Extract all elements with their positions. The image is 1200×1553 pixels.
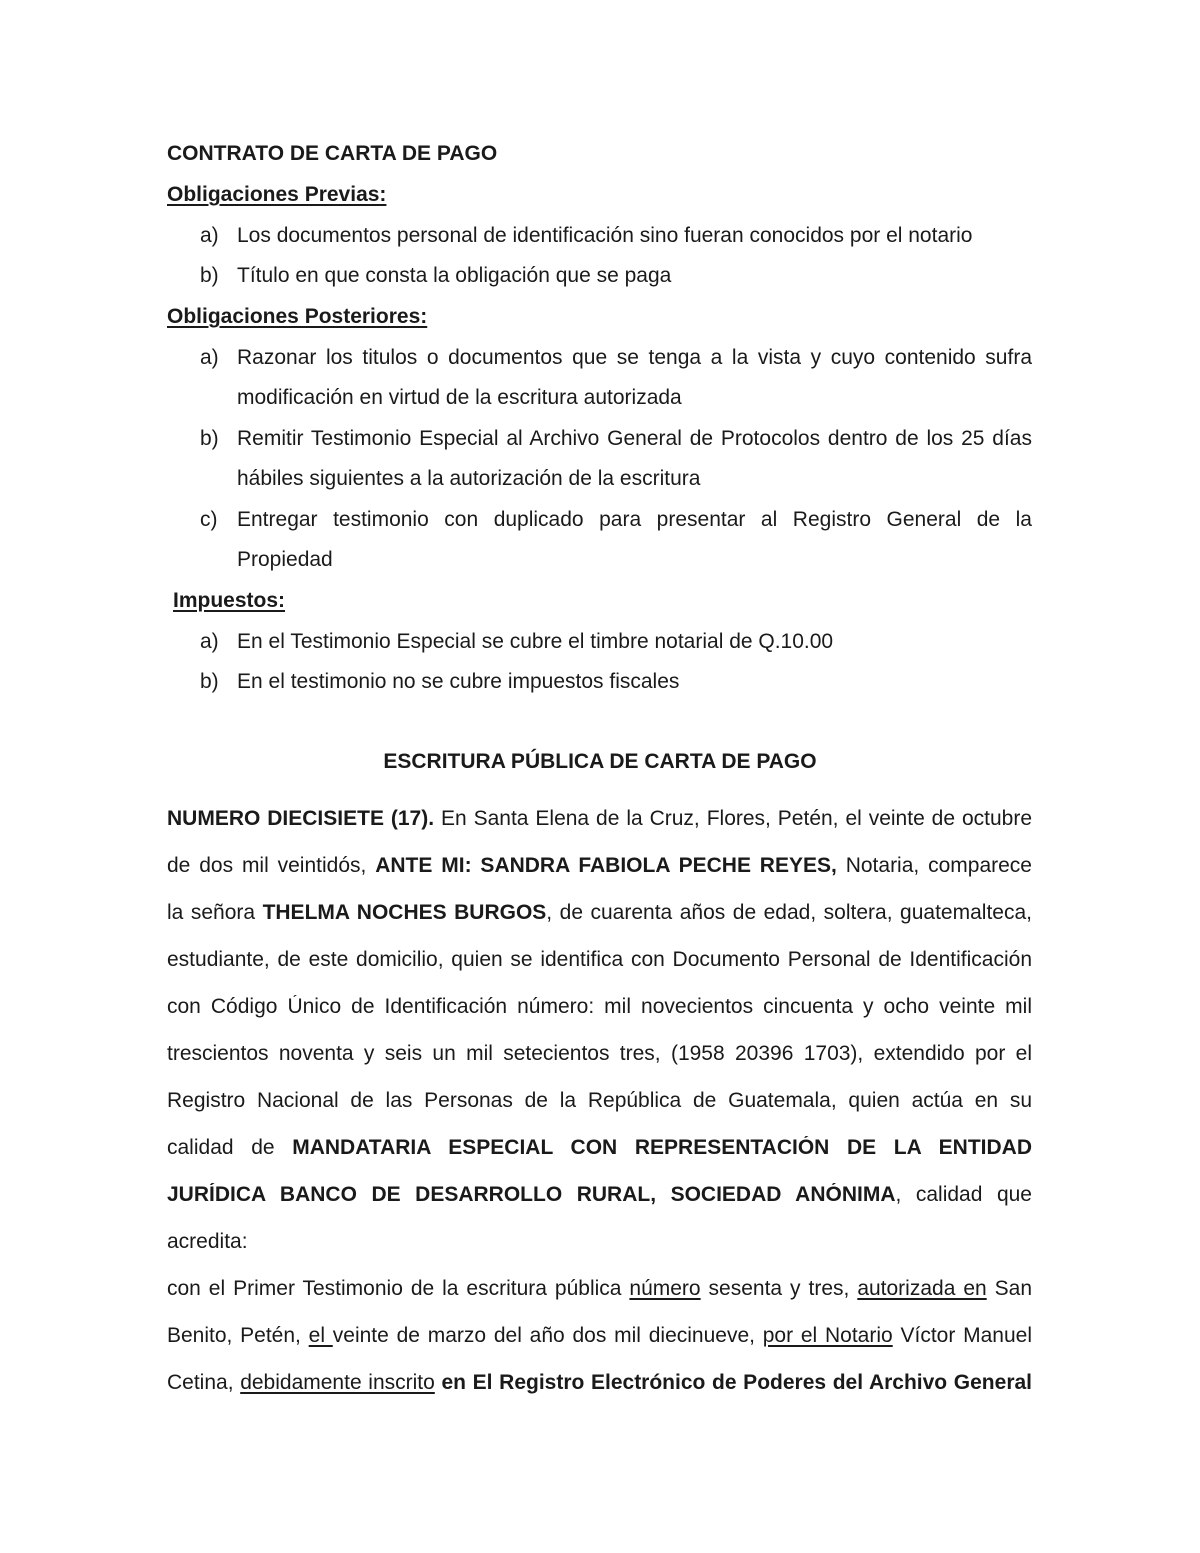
- line-text: la señora: [167, 901, 263, 924]
- escritura-title: ESCRITURA PÚBLICA DE CARTA DE PAGO: [383, 750, 817, 773]
- list-marker: b): [200, 264, 219, 287]
- line-text: calidad de: [167, 1136, 293, 1159]
- paragraph-line: con Código Único de Identificación número: mil novecientos cincuenta y ocho veinte mil: [167, 995, 1032, 1018]
- list-text-cont: hábiles siguientes a la autorización de la escritura: [237, 467, 701, 490]
- line-text: Notaria, comparece: [836, 854, 1032, 877]
- posteriores-heading: Obligaciones Posteriores:: [167, 305, 428, 328]
- entity-name: JURÍDICA BANCO DE DESARROLLO RURAL, SOCIEDAD ANÓNIMA: [167, 1183, 896, 1206]
- line-text: Benito, Petén,: [167, 1324, 309, 1347]
- underlined-text: autorizada en: [857, 1277, 987, 1300]
- paragraph-line: [167, 1371, 1032, 1395]
- line-text: En Santa Elena de la Cruz, Flores, Petén, el veinte de octubre: [434, 807, 1032, 830]
- representation-title: MANDATARIA ESPECIAL CON REPRESENTACIÓN DE LA ENTIDAD: [292, 1136, 1032, 1159]
- underlined-text: debidamente inscrito: [240, 1371, 435, 1394]
- paragraph-line: [167, 807, 1032, 831]
- line-text: Víctor Manuel: [892, 1324, 1032, 1347]
- underlined-text: por el Notario: [762, 1324, 893, 1347]
- list-text: Entregar testimonio con duplicado para presentar al Registro General de la: [237, 508, 1032, 531]
- line-text: , calidad que: [895, 1183, 1032, 1206]
- list-text: Remitir Testimonio Especial al Archivo General de Protocolos dentro de los 25 días: [237, 427, 1032, 450]
- impuestos-heading: Impuestos:: [173, 589, 286, 612]
- list-marker: a): [200, 630, 219, 653]
- registry-text: en El Registro Electrónico de Poderes del Archivo General: [434, 1371, 1032, 1394]
- deed-number: NUMERO DIECISIETE (17).: [167, 807, 435, 830]
- paragraph-line: [167, 854, 1032, 878]
- previas-heading: Obligaciones Previas:: [167, 183, 387, 206]
- paragraph-line: [167, 1183, 1032, 1207]
- list-text: Título en que consta la obligación que se paga: [237, 264, 672, 287]
- appearing-party-name: THELMA NOCHES BURGOS: [262, 901, 547, 924]
- paragraph-line: acredita:: [167, 1230, 248, 1253]
- line-text: de dos mil veintidós,: [167, 854, 376, 877]
- list-marker: c): [200, 508, 218, 531]
- list-text: En el Testimonio Especial se cubre el timbre notarial de Q.10.00: [237, 630, 834, 653]
- line-text: Cetina,: [167, 1371, 241, 1394]
- document-title: CONTRATO DE CARTA DE PAGO: [167, 142, 498, 165]
- list-text-cont: Propiedad: [237, 548, 333, 571]
- list-text-cont: modificación en virtud de la escritura autorizada: [237, 386, 682, 409]
- paragraph-line: [167, 1324, 1032, 1348]
- underlined-text: el: [308, 1324, 333, 1347]
- list-text: Los documentos personal de identificación sino fueran conocidos por el notario: [237, 224, 973, 247]
- line-text: San: [986, 1277, 1032, 1300]
- line-text: veinte de marzo del año dos mil diecinueve,: [332, 1324, 763, 1347]
- paragraph-line: [167, 901, 1032, 925]
- list-marker: b): [200, 670, 219, 693]
- paragraph-line: Registro Nacional de las Personas de la República de Guatemala, quien actúa en su: [167, 1089, 1032, 1112]
- list-text: En el testimonio no se cubre impuestos fiscales: [237, 670, 680, 693]
- list-marker: b): [200, 427, 219, 450]
- list-marker: a): [200, 346, 219, 369]
- paragraph-line: trescientos noventa y seis un mil setecientos tres, (1958 20396 1703), extendido por el: [167, 1042, 1032, 1065]
- notary-name: ANTE MI: SANDRA FABIOLA PECHE REYES,: [375, 854, 837, 877]
- line-text: , de cuarenta años de edad, soltera, guatemalteca,: [546, 901, 1032, 924]
- line-text: con el Primer Testimonio de la escritura pública: [167, 1277, 630, 1300]
- list-text: Razonar los titulos o documentos que se tenga a la vista y cuyo contenido sufra: [237, 346, 1032, 369]
- line-text: sesenta y tres,: [700, 1277, 858, 1300]
- paragraph-line: [167, 1277, 1032, 1301]
- list-marker: a): [200, 224, 219, 247]
- underlined-text: número: [629, 1277, 701, 1300]
- paragraph-line: [167, 1136, 1032, 1160]
- paragraph-line: estudiante, de este domicilio, quien se identifica con Documento Personal de Identificación: [167, 948, 1032, 971]
